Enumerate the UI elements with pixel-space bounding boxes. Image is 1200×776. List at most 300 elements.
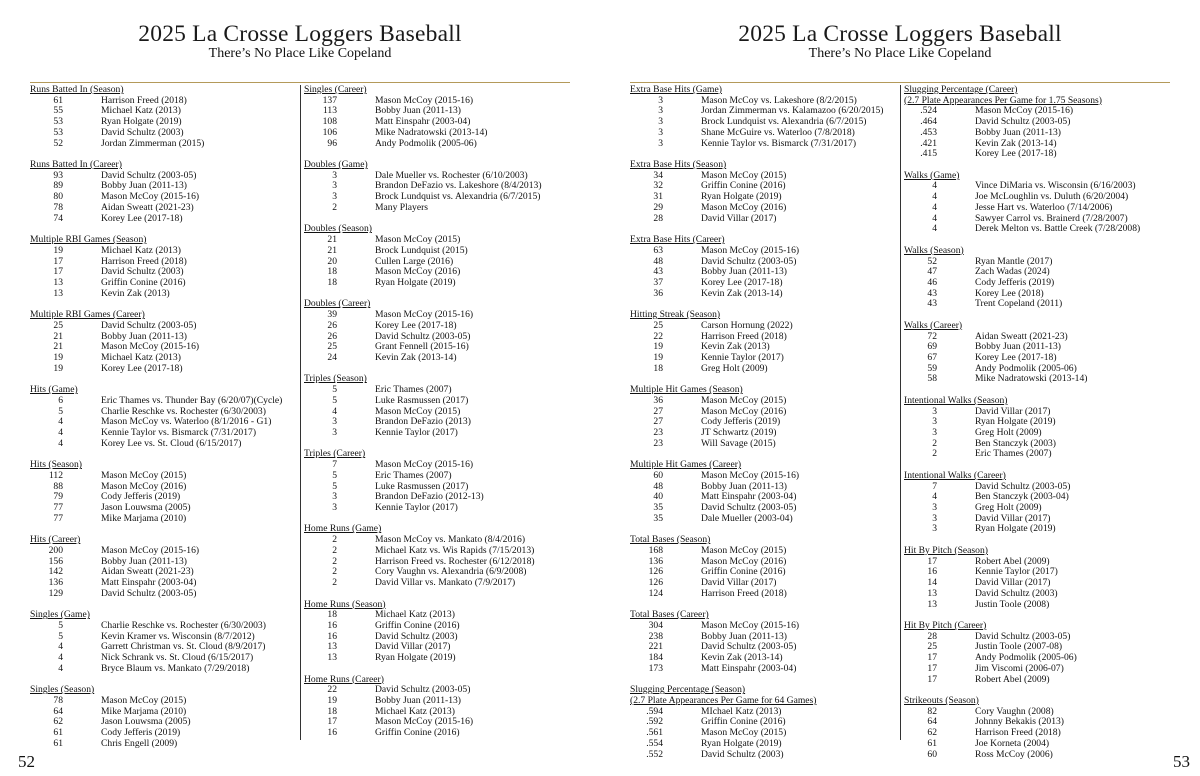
- record-value: 221: [648, 641, 663, 653]
- record-holder: Griffin Conine (2016): [375, 727, 460, 739]
- record-holder: David Villar (2017): [975, 512, 1051, 524]
- record-section: [304, 374, 570, 438]
- column-divider: [900, 85, 901, 740]
- record-holder: Ben Stanczyk (2003): [975, 437, 1056, 449]
- record-section: [904, 696, 1170, 760]
- record-value: 2: [332, 555, 337, 567]
- record-section: [30, 310, 298, 374]
- record-holder: Ryan Holgate (2019): [975, 523, 1056, 535]
- section-subtitle: (2.7 Plate Appearances Per Game for 1.75 Seasons): [904, 94, 1102, 106]
- record-holder: David Schultz (2003-05): [701, 502, 797, 514]
- record-row: [304, 192, 570, 203]
- record-holder: Cody Jefferis (2019): [975, 276, 1055, 288]
- record-holder: Joe Korneta (2004): [975, 737, 1050, 749]
- record-holder: David Schultz (2003-05): [375, 684, 471, 696]
- record-row: [304, 471, 570, 482]
- record-row: [904, 675, 1170, 686]
- record-holder: David Schultz (2003): [101, 126, 184, 138]
- record-row: [904, 374, 1170, 385]
- record-value: 4: [58, 416, 63, 428]
- record-holder: Mason McCoy (2015-16): [701, 244, 800, 256]
- record-section: [30, 685, 298, 749]
- record-holder: David Schultz (2003): [375, 630, 458, 642]
- record-holder: Ryan Holgate (2019): [101, 116, 182, 128]
- record-value: 142: [48, 566, 63, 578]
- record-value: 61: [927, 737, 937, 749]
- record-holder: Kennie Taylor vs. Bismarck (7/31/2017): [101, 427, 257, 438]
- record-row: [904, 299, 1170, 310]
- section-title: Home Runs (Season): [304, 598, 386, 610]
- record-holder: Mike Marjama (2010): [101, 705, 187, 717]
- record-holder: Mason McCoy (2015): [101, 469, 187, 481]
- record-holder: Michael Katz vs. Wis Rapids (7/15/2013): [375, 544, 535, 556]
- record-holder: Matt Einspahr (2003-04): [701, 662, 797, 674]
- section-title: Total Bases (Season): [630, 534, 711, 546]
- record-value: 3: [332, 416, 337, 428]
- record-row: [304, 428, 570, 439]
- section-title: Singles (Season): [30, 684, 95, 696]
- section-title: Doubles (Career): [304, 298, 371, 310]
- record-holder: Mason McCoy (2015-16): [701, 469, 800, 481]
- record-holder: Joe McLoughlin vs. Duluth (6/20/2004): [975, 191, 1129, 203]
- record-value: .561: [646, 727, 663, 739]
- record-holder: Brandon DeFazio (2013): [375, 416, 471, 428]
- record-holder: Korey Lee (2017-18): [975, 351, 1057, 363]
- record-row: [30, 439, 298, 450]
- record-row: [304, 128, 570, 139]
- record-value: 21: [327, 244, 337, 256]
- record-holder: Bobby Juan (2011-13): [701, 266, 787, 278]
- record-holder: Korey Lee (2017-18): [375, 319, 457, 331]
- section-title: Hits (Career): [30, 534, 81, 546]
- record-holder: Will Savage (2015): [701, 437, 776, 449]
- section-title: Walks (Season): [904, 244, 964, 256]
- record-value: 43: [927, 298, 937, 310]
- record-row: [30, 364, 298, 375]
- record-row: [30, 396, 298, 407]
- record-section: [304, 524, 570, 588]
- record-value: 22: [327, 684, 337, 696]
- record-value: 17: [53, 255, 63, 267]
- record-holder: Mason McCoy (2015): [101, 694, 187, 706]
- record-holder: Griffin Conine (2016): [701, 716, 786, 728]
- record-value: 5: [332, 384, 337, 396]
- record-holder: Mason McCoy (2015-16): [375, 309, 474, 321]
- record-holder: Dale Mueller vs. Rochester (6/10/2003): [375, 169, 528, 181]
- record-value: 3: [332, 491, 337, 503]
- record-holder: David Schultz (2003-05): [975, 116, 1071, 128]
- record-value: 28: [927, 630, 937, 642]
- record-value: 61: [53, 727, 63, 739]
- record-value: 19: [53, 244, 63, 256]
- record-value: .552: [646, 748, 663, 760]
- record-value: 93: [53, 169, 63, 181]
- record-holder: Kevin Zak (2013-14): [975, 137, 1057, 149]
- record-section: [904, 471, 1170, 535]
- record-value: 21: [53, 341, 63, 353]
- record-holder: Many Players: [375, 201, 429, 213]
- record-holder: Harrison Freed (2018): [101, 255, 187, 267]
- section-title: Intentional Walks (Career): [904, 469, 1006, 481]
- record-value: 126: [648, 577, 663, 589]
- record-holder: Kevin Zak (2013): [101, 287, 170, 299]
- record-section: [630, 310, 898, 374]
- record-holder: Justin Toole (2007-08): [975, 641, 1063, 653]
- record-value: .453: [920, 126, 937, 138]
- record-value: 17: [327, 716, 337, 728]
- record-section: [904, 171, 1170, 235]
- record-holder: Nick Schrank vs. St. Cloud (6/15/2017): [101, 652, 254, 664]
- record-row: [904, 589, 1170, 600]
- record-holder: David Schultz (2003-05): [701, 641, 797, 653]
- record-row: [304, 278, 570, 289]
- record-holder: Matt Einspahr (2003-04): [101, 577, 197, 589]
- record-value: 34: [653, 169, 663, 181]
- record-holder: Greg Holt (2009): [975, 427, 1042, 438]
- record-value: 47: [927, 266, 937, 278]
- record-value: 89: [53, 180, 63, 192]
- record-value: 62: [53, 716, 63, 728]
- record-holder: Korey Lee vs. St. Cloud (6/15/2017): [101, 437, 242, 449]
- record-section: [904, 621, 1170, 685]
- record-value: 4: [58, 652, 63, 664]
- record-value: 2: [332, 201, 337, 213]
- section-title: Hit By Pitch (Season): [904, 544, 988, 556]
- record-row: [30, 664, 298, 675]
- column-divider: [300, 85, 301, 740]
- record-value: 13: [327, 641, 337, 653]
- record-value: 20: [327, 255, 337, 267]
- record-holder: Michael Katz (2013): [375, 609, 455, 621]
- record-value: 17: [927, 652, 937, 664]
- record-value: 18: [327, 276, 337, 288]
- record-value: 126: [648, 566, 663, 578]
- section-title: Hitting Streak (Season): [630, 309, 721, 321]
- record-row: [30, 321, 298, 332]
- record-value: 23: [653, 427, 663, 438]
- record-value: 5: [58, 630, 63, 642]
- page-number: 53: [1173, 752, 1190, 771]
- record-holder: Jordan Zimmerman (2015): [101, 137, 205, 149]
- record-value: 16: [927, 566, 937, 578]
- record-row: [304, 203, 570, 214]
- record-value: 304: [648, 619, 663, 631]
- records-column: [304, 85, 570, 750]
- record-value: 4: [332, 405, 337, 417]
- record-value: 2: [332, 566, 337, 578]
- record-value: 32: [653, 180, 663, 192]
- record-value: 4: [58, 662, 63, 674]
- record-holder: Mason McCoy (2015): [701, 727, 787, 739]
- section-title: Home Runs (Career): [304, 673, 384, 685]
- record-value: 40: [653, 491, 663, 503]
- section-title: Multiple Hit Games (Season): [630, 384, 743, 396]
- record-holder: Bobby Juan (2011-13): [101, 330, 187, 342]
- record-holder: Bobby Juan (2011-13): [375, 105, 461, 117]
- record-holder: David Villar (2017): [375, 641, 451, 653]
- record-holder: Charlie Reschke vs. Rochester (6/30/2003): [101, 619, 266, 631]
- record-holder: Jason Louwsma (2005): [101, 502, 191, 514]
- record-holder: Ben Stanczyk (2003-04): [975, 491, 1069, 503]
- record-value: 18: [327, 609, 337, 621]
- record-holder: Ryan Holgate (2019): [375, 276, 456, 288]
- section-title: Total Bases (Career): [630, 609, 709, 621]
- record-holder: Shane McGuire vs. Waterloo (7/8/2018): [701, 126, 855, 138]
- record-row: [304, 503, 570, 514]
- record-holder: Harrison Freed (2018): [975, 727, 1061, 739]
- record-value: 17: [927, 555, 937, 567]
- section-title: Intentional Walks (Season): [904, 394, 1008, 406]
- record-holder: Sawyer Carrol vs. Brainerd (7/28/2007): [975, 212, 1128, 224]
- record-value: 3: [332, 502, 337, 514]
- record-holder: Mason McCoy vs. Mankato (8/4/2016): [375, 534, 526, 546]
- section-title: Walks (Game): [904, 169, 960, 181]
- record-value: 136: [648, 555, 663, 567]
- record-holder: Andy Podmolik (2005-06): [975, 362, 1077, 374]
- record-value: 37: [653, 276, 663, 288]
- record-value: 4: [932, 201, 937, 213]
- record-value: 39: [327, 309, 337, 321]
- record-row: [30, 739, 298, 750]
- page-title: 2025 La Crosse Loggers Baseball: [738, 21, 1062, 47]
- record-value: 3: [932, 427, 937, 438]
- record-value: .524: [920, 105, 937, 117]
- record-holder: David Schultz (2003-05): [101, 587, 197, 599]
- record-value: 3: [932, 502, 937, 514]
- record-section: [304, 600, 570, 664]
- record-value: 55: [53, 105, 63, 117]
- record-holder: Korey Lee (2017-18): [975, 148, 1057, 160]
- record-row: [630, 514, 898, 525]
- record-section: [30, 460, 298, 524]
- section-title: Extra Base Hits (Season): [630, 159, 727, 171]
- record-value: 96: [327, 137, 337, 149]
- record-value: 5: [58, 619, 63, 631]
- record-value: 5: [332, 469, 337, 481]
- record-holder: Kevin Zak (2013-14): [375, 351, 457, 363]
- record-holder: Bobby Juan (2011-13): [975, 126, 1061, 138]
- record-holder: Luke Rasmussen (2017): [375, 480, 469, 492]
- record-section: [904, 321, 1170, 385]
- record-row: [304, 353, 570, 364]
- record-row: [630, 128, 898, 139]
- record-value: 3: [658, 94, 663, 106]
- record-value: 168: [648, 544, 663, 556]
- record-row: [304, 396, 570, 407]
- record-value: 18: [653, 362, 663, 374]
- record-holder: David Schultz (2003-05): [101, 169, 197, 181]
- record-row: [630, 289, 898, 300]
- section-title: Strikeouts (Season): [904, 694, 979, 706]
- record-value: 3: [658, 105, 663, 117]
- record-holder: Cody Jefferis (2019): [101, 727, 181, 739]
- record-value: 13: [927, 598, 937, 610]
- record-section: [904, 246, 1170, 310]
- record-holder: David Villar (2017): [975, 577, 1051, 589]
- record-value: 13: [327, 652, 337, 664]
- record-row: [904, 149, 1170, 160]
- record-value: 17: [927, 662, 937, 674]
- record-holder: David Schultz (2003-05): [101, 319, 197, 331]
- section-title: Multiple RBI Games (Season): [30, 234, 147, 246]
- record-value: 238: [648, 630, 663, 642]
- section-title: Extra Base Hits (Game): [630, 84, 722, 95]
- record-holder: Bryce Blaum vs. Mankato (7/29/2018): [101, 662, 250, 674]
- record-row: [630, 364, 898, 375]
- record-value: 4: [932, 212, 937, 224]
- record-value: 17: [53, 266, 63, 278]
- record-value: 27: [653, 405, 663, 417]
- page-number: 52: [18, 752, 35, 771]
- record-row: [304, 653, 570, 664]
- record-holder: Mason McCoy (2015-16): [975, 105, 1074, 117]
- page-subtitle: There’s No Place Like Copeland: [208, 46, 392, 61]
- records-column: [30, 85, 298, 760]
- record-value: 23: [653, 437, 663, 449]
- section-title: Doubles (Season): [304, 223, 372, 235]
- record-row: [304, 139, 570, 150]
- record-holder: Mason McCoy vs. Waterloo (8/1/2016 - G1): [101, 416, 272, 428]
- record-holder: Luke Rasmussen (2017): [375, 394, 469, 406]
- record-section: [304, 224, 570, 288]
- record-value: 19: [653, 341, 663, 353]
- record-value: 3: [332, 427, 337, 438]
- record-holder: Ryan Holgate (2019): [975, 416, 1056, 428]
- record-value: 19: [653, 351, 663, 363]
- record-value: 3: [658, 116, 663, 128]
- record-holder: Trent Copeland (2011): [975, 298, 1063, 310]
- record-row: [630, 139, 898, 150]
- record-value: 5: [332, 394, 337, 406]
- record-value: 26: [327, 330, 337, 342]
- record-row: [630, 664, 898, 675]
- record-holder: Kennie Taylor vs. Bismarck (7/31/2017): [701, 137, 857, 149]
- record-value: 59: [927, 362, 937, 374]
- record-section: [30, 610, 298, 674]
- records-column: [630, 85, 898, 771]
- record-holder: Harrison Freed (2018): [701, 330, 787, 342]
- record-holder: Mason McCoy (2015-16): [101, 341, 200, 353]
- record-holder: Andy Podmolik (2005-06): [375, 137, 477, 149]
- record-value: 72: [927, 330, 937, 342]
- record-holder: Grant Fennell (2015-16): [375, 341, 469, 353]
- record-value: 7: [332, 459, 337, 471]
- record-value: 64: [53, 705, 63, 717]
- section-subtitle: (2.7 Plate Appearances Per Game for 64 Games): [630, 694, 817, 706]
- record-holder: Michael Katz (2013): [375, 705, 455, 717]
- record-holder: MIchael Katz (2013): [701, 705, 782, 717]
- record-holder: Harrison Freed vs. Rochester (6/12/2018): [375, 555, 535, 567]
- record-holder: Ryan Holgate (2019): [701, 191, 782, 203]
- section-title: Singles (Career): [304, 84, 367, 95]
- record-value: 82: [927, 705, 937, 717]
- record-holder: David Schultz (2003): [101, 266, 184, 278]
- record-holder: Harrison Freed (2018): [701, 587, 787, 599]
- record-row: [30, 246, 298, 257]
- record-holder: David Schultz (2003): [701, 748, 784, 760]
- record-value: 13: [53, 287, 63, 299]
- record-value: 61: [53, 737, 63, 749]
- record-value: 3: [932, 512, 937, 524]
- record-value: 19: [327, 694, 337, 706]
- record-holder: Eric Thames vs. Thunder Bay (6/20/07)(Cycle): [101, 394, 283, 406]
- record-holder: Kennie Taylor (2017): [375, 502, 458, 514]
- record-holder: Garrett Christman vs. St. Cloud (8/9/2017): [101, 641, 266, 653]
- record-holder: Derek Melton vs. Battle Creek (7/28/2008): [975, 223, 1141, 235]
- record-holder: David Schultz (2003-05): [701, 255, 797, 267]
- record-section: [304, 449, 570, 513]
- record-holder: Mason McCoy (2016): [701, 201, 787, 213]
- record-holder: Jordan Zimmerman vs. Kalamazoo (6/20/2015): [701, 105, 884, 117]
- record-row: [630, 739, 898, 750]
- record-section: [304, 299, 570, 363]
- record-value: 106: [322, 126, 337, 138]
- record-holder: Kevin Zak (2013-14): [701, 287, 783, 299]
- section-title: Runs Batted In (Career): [30, 159, 122, 171]
- record-holder: Griffin Conine (2016): [701, 180, 786, 192]
- record-section: [630, 385, 898, 449]
- record-holder: Brock Lundquist vs. Alexandria (6/7/2015): [701, 116, 867, 128]
- record-value: 3: [932, 523, 937, 535]
- record-value: 4: [932, 191, 937, 203]
- record-section: [304, 675, 570, 739]
- record-row: [30, 289, 298, 300]
- record-value: 78: [53, 201, 63, 213]
- section-title: Hits (Season): [30, 459, 82, 471]
- record-value: 137: [322, 94, 337, 106]
- record-holder: Mason McCoy (2015): [701, 394, 787, 406]
- record-holder: Greg Holt (2009): [975, 502, 1042, 514]
- record-value: 78: [53, 694, 63, 706]
- record-holder: David Schultz (2003-05): [375, 330, 471, 342]
- record-value: 16: [327, 630, 337, 642]
- record-row: [304, 321, 570, 332]
- record-holder: Bobby Juan (2011-13): [101, 180, 187, 192]
- record-holder: Mason McCoy (2015-16): [101, 544, 200, 556]
- record-value: .554: [646, 737, 663, 749]
- section-title: Multiple RBI Games (Career): [30, 309, 145, 321]
- record-value: 43: [927, 287, 937, 299]
- record-value: 4: [58, 427, 63, 438]
- record-value: 25: [927, 641, 937, 653]
- record-value: 36: [653, 394, 663, 406]
- record-row: [304, 246, 570, 257]
- record-value: 156: [48, 555, 63, 567]
- page-title: 2025 La Crosse Loggers Baseball: [138, 21, 462, 47]
- record-holder: Mason McCoy (2015): [701, 169, 787, 181]
- record-holder: Cory Vaughn vs. Alexandria (6/9/2008): [375, 566, 527, 578]
- record-value: .594: [646, 705, 663, 717]
- section-title: Runs Batted In (Season): [30, 84, 124, 95]
- record-holder: Mason McCoy (2016): [701, 555, 787, 567]
- record-value: 62: [927, 727, 937, 739]
- record-section: [30, 535, 298, 599]
- record-holder: Jesse Hart vs. Waterloo (7/14/2006): [975, 201, 1113, 213]
- page-subtitle: There’s No Place Like Copeland: [808, 46, 992, 61]
- record-section: [904, 85, 1170, 160]
- record-value: 5: [332, 480, 337, 492]
- record-value: 26: [327, 319, 337, 331]
- record-holder: Brock Lundquist (2015): [375, 244, 468, 256]
- section-title: Hits (Game): [30, 384, 78, 396]
- record-row: [904, 750, 1170, 761]
- record-value: 13: [53, 276, 63, 288]
- record-value: 52: [927, 255, 937, 267]
- record-holder: Aidan Sweatt (2021-23): [975, 330, 1068, 342]
- record-holder: Bobby Juan (2011-13): [375, 694, 461, 706]
- record-value: 79: [53, 491, 63, 503]
- record-holder: Mason McCoy (2016): [101, 480, 187, 492]
